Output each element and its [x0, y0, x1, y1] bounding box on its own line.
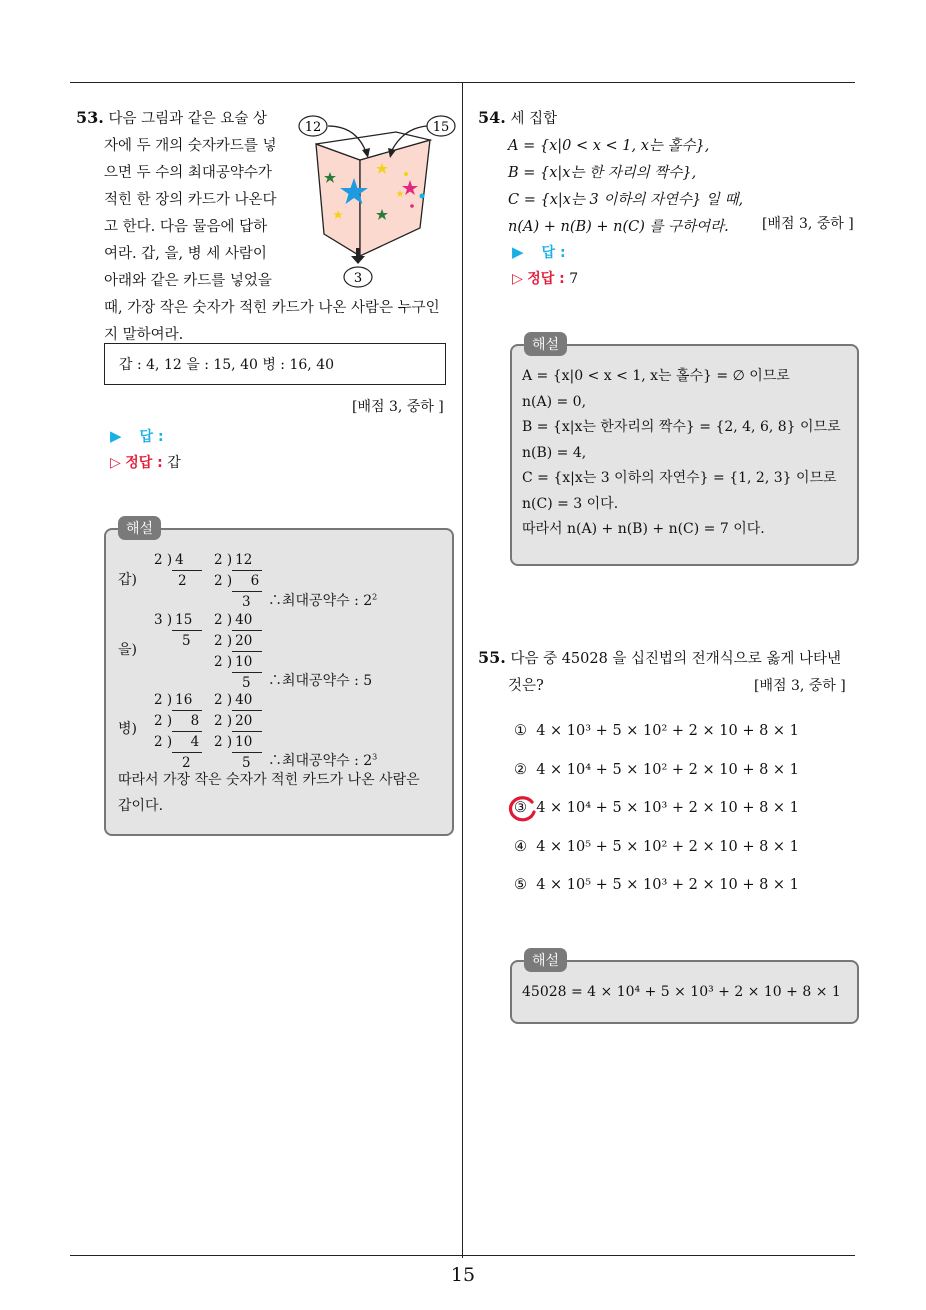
- q53-person-label: 갑): [118, 572, 137, 588]
- q55-line: 것은?: [508, 678, 544, 694]
- q54-correct-value: 7: [569, 271, 579, 287]
- q53-condition-box: [104, 343, 446, 385]
- q53-conclusion: ∴최대공약수 : 5: [268, 673, 373, 689]
- division-gab-12: 2 ) 12 2 ) 6 3: [214, 550, 262, 612]
- q53-line: 자에 두 개의 숫자카드를 넣: [104, 138, 277, 154]
- division-eul-15: 3 ) 15 5: [154, 610, 202, 651]
- division-byeong-40: 2 ) 40 2 ) 20 2 ) 10 5: [214, 690, 262, 773]
- q53-line: 여라. 갑, 을, 병 세 사람이: [104, 246, 267, 262]
- q54-score: [배점 3, 중하 ]: [762, 216, 854, 232]
- q54-line: A = {x|0 < x < 1, x는 홀수},: [508, 138, 710, 154]
- q54-explanation-tag: 해설: [524, 332, 567, 356]
- division-byeong-16: 2 ) 16 2 ) 8 2 ) 4 2: [154, 690, 202, 773]
- q53-explanation-tag: 해설: [118, 516, 161, 540]
- selected-answer-circle-icon: [504, 794, 538, 826]
- q54-answer-label: 답 :: [541, 245, 566, 261]
- q53-score: [배점 3, 중하 ]: [352, 399, 444, 415]
- q53-answer-label: 답 :: [139, 429, 164, 445]
- q53-correct-value: 갑: [167, 455, 181, 471]
- q54-intro: 세 집합: [510, 111, 558, 127]
- option-2[interactable]: ② 4 × 10⁴ + 5 × 10² + 2 × 10 + 8 × 1: [514, 762, 799, 778]
- option-4[interactable]: ④ 4 × 10⁵ + 5 × 10² + 2 × 10 + 8 × 1: [514, 839, 799, 855]
- division-eul-40: 2 ) 40 2 ) 20 2 ) 10 5: [214, 610, 262, 693]
- q53-condition: 갑 : 4, 12 을 : 15, 40 병 : 16, 40: [119, 357, 335, 373]
- q53-line: 지 말하여라.: [104, 327, 184, 343]
- division-gab-4: 2 ) 4 2: [154, 550, 202, 591]
- q53-line: 다음 그림과 같은 요술 상: [108, 111, 267, 127]
- q54-text: [478, 104, 743, 241]
- q54-explanation-text: A = {x|0 < x < 1, x는 홀수} = ∅ 이므로 n(A) = 0, B = {x|x는 한자리의 짝수} = {2, 4, 6, 8} 이므로 n(B) = 4, C = {x|x는 3 이하의 자연수} = {1, 2, 3} 이므로 n(C) = 3 이다. 따라서 n(A) + n(B) + n(C) = 7 이다.: [522, 368, 841, 537]
- q55-line: 다음 중 45028 을 십진법의 전개식으로 옳게 나타낸: [510, 651, 841, 667]
- q53-line: 때, 가장 작은 숫자가 적힌 카드가 나온 사람은 누구인: [104, 300, 440, 316]
- q53-conclusion: ∴최대공약수 : $2^2$: [268, 592, 378, 609]
- q53-correct-row: [110, 451, 181, 475]
- outline-arrow-icon: ▷: [512, 271, 523, 287]
- magic-box-figure: [296, 108, 462, 292]
- q54-answer-row: [512, 240, 566, 264]
- option-5[interactable]: ⑤ 4 × 10⁵ + 5 × 10³ + 2 × 10 + 8 × 1: [514, 877, 799, 893]
- play-arrow-icon: ▶: [512, 243, 524, 261]
- q54-line: C = {x|x는 3 이하의 자연수} 일 때,: [508, 192, 744, 208]
- q54-line: n(A) + n(B) + n(C) 를 구하여라.: [508, 219, 729, 235]
- q55-explanation-text: 45028 = 4 × 10⁴ + 5 × 10³ + 2 × 10 + 8 × 1: [522, 984, 841, 1000]
- column-divider: [462, 82, 463, 1258]
- q53-correct-label: 정답 :: [125, 455, 163, 471]
- q55-number: 55.: [478, 648, 506, 667]
- q53-line: 아래와 같은 카드를 넣었을: [104, 273, 272, 289]
- card-out-label: 3: [353, 271, 363, 286]
- q54-correct-row: [512, 267, 578, 291]
- q53-line: 고 한다. 다음 물음에 답하: [104, 219, 268, 235]
- q53-conclusion: ∴최대공약수 : $2^3$: [268, 752, 378, 769]
- card-right-label: 15: [432, 120, 450, 135]
- option-1[interactable]: ① 4 × 10³ + 5 × 10² + 2 × 10 + 8 × 1: [514, 723, 799, 739]
- option-3[interactable]: ③ 4 × 10⁴ + 5 × 10³ + 2 × 10 + 8 × 1: [514, 800, 799, 816]
- q54-correct-label: 정답 :: [527, 271, 565, 287]
- q53-line: 으면 두 수의 최대공약수가: [104, 165, 272, 181]
- q53-person-label: 병): [118, 721, 137, 737]
- q53-final-text: 따라서 가장 작은 숫자가 적힌 카드가 나온 사람은 갑이다.: [118, 772, 420, 814]
- card-left-label: 12: [304, 120, 322, 135]
- q54-line: B = {x|x는 한 자리의 짝수},: [508, 165, 697, 181]
- q53-answer-row: [110, 424, 164, 448]
- page-number: 15: [450, 1264, 476, 1286]
- q53-number: 53.: [76, 108, 104, 127]
- q55-score: [배점 3, 중하 ]: [754, 678, 846, 694]
- q54-number: 54.: [478, 108, 506, 127]
- q55-explanation-tag: 해설: [524, 948, 567, 972]
- q53-person-label: 을): [118, 642, 137, 658]
- outline-arrow-icon: ▷: [110, 455, 121, 471]
- bottom-rule: [70, 1255, 855, 1256]
- play-arrow-icon: ▶: [110, 427, 122, 445]
- q53-line: 적힌 한 장의 카드가 나온다: [104, 192, 277, 208]
